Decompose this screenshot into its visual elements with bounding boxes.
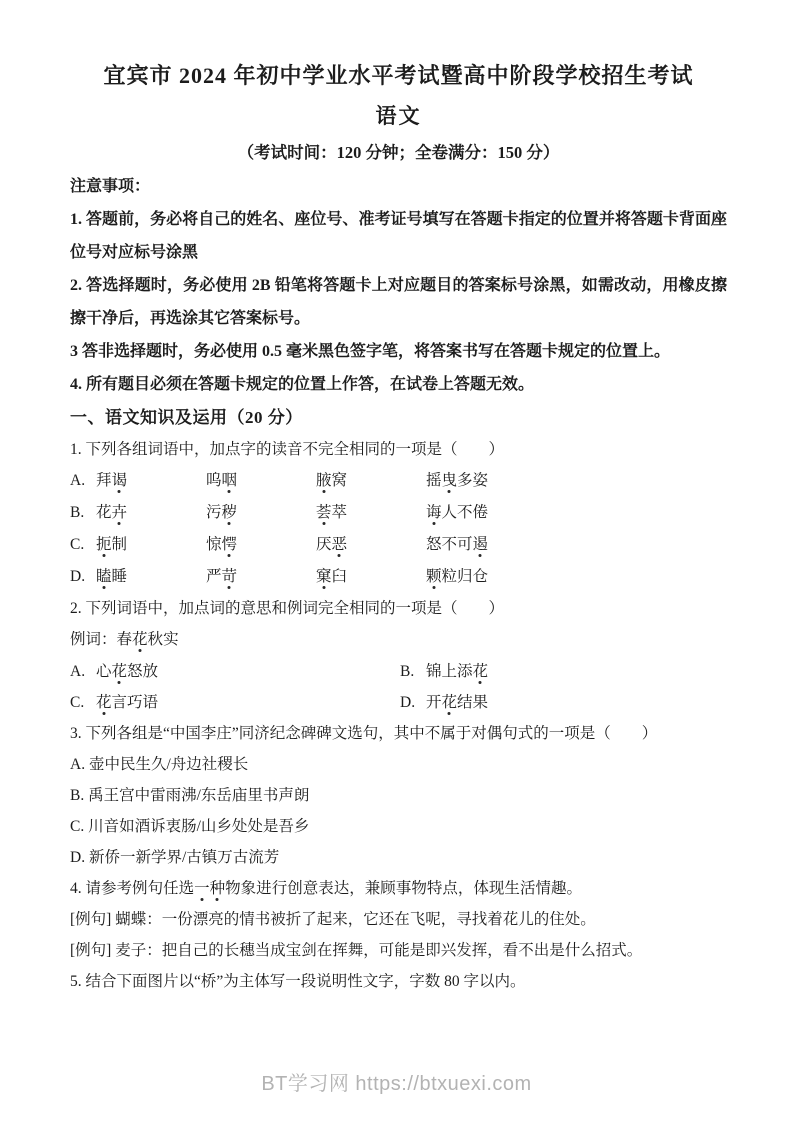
- notice-section: [70, 170, 727, 401]
- option-word: 花卉: [96, 504, 128, 521]
- question-1: [70, 434, 727, 593]
- notice-item-2: 2. 答选择题时，务必使用 2B 铅笔将答题卡上对应题目的答案标号涂黑，如需改动，用橡皮擦擦干净后，再选涂其它答案标号。: [70, 277, 727, 327]
- option-word: 腋窝: [316, 472, 348, 489]
- option-label: B.: [400, 663, 415, 680]
- question-4-example-2: [例句] 麦子：把自己的长穗当成宝剑在挥舞，可能是即兴发挥，看不出是什么招式。: [70, 942, 643, 959]
- option-word: 污秽: [206, 504, 238, 521]
- question-2-options-row-1: [70, 656, 727, 687]
- question-4-stem: 4. 请参考例句任选一种物象进行创意表达，兼顾事物特点，体现生活情趣。: [70, 880, 582, 897]
- option-word: 荟萃: [316, 504, 348, 521]
- question-5: [70, 966, 727, 1057]
- question-1-option-c: [70, 529, 727, 561]
- question-3-option-b: B. 禹王宫中雷雨沸/东岳庙里书声朗: [70, 787, 310, 804]
- option-word: 开花结果: [426, 694, 489, 711]
- question-2-options-row-2: [70, 687, 727, 718]
- question-1-stem: 1. 下列各组词语中，加点字的读音不完全相同的一项是（ ）: [70, 441, 505, 458]
- watermark: BT学习网 https://btxuexi.com: [261, 1073, 532, 1095]
- notice-item-1: 1. 答题前，务必将自己的姓名、座位号、准考证号填写在答题卡指定的位置并将答题卡背面座位号对应标号涂黑: [70, 211, 727, 261]
- question-1-option-a: [70, 465, 727, 497]
- option-word: 怒不可遏: [426, 536, 489, 553]
- option-label: D.: [70, 568, 86, 585]
- option-label: C.: [70, 694, 85, 711]
- option-word: 窠臼: [316, 568, 348, 585]
- option-label: D.: [400, 694, 416, 711]
- exam-title: 宜宾市 2024 年初中学业水平考试暨高中阶段学校招生考试: [103, 63, 694, 88]
- question-3-option-d: D. 新侨一新学界/古镇万古流芳: [70, 849, 280, 866]
- option-word: 心花怒放: [96, 663, 159, 680]
- question-1-option-b: [70, 497, 727, 529]
- option-label: A.: [70, 663, 86, 680]
- example-prefix: 例词：: [70, 631, 117, 648]
- option-word: 严苛: [206, 568, 238, 585]
- option-word: 呜咽: [206, 472, 238, 489]
- question-3-stem: 3. 下列各组是“中国李庄”同济纪念碑碑文选句，其中不属于对偶句式的一项是（ ）: [70, 725, 658, 742]
- question-2: [70, 593, 727, 718]
- option-word: 惊愕: [206, 536, 238, 553]
- option-label: B.: [70, 504, 85, 521]
- notice-item-4: 4. 所有题目必须在答题卡规定的位置上作答，在试卷上答题无效。: [70, 376, 535, 393]
- question-5-stem: 5. 结合下面图片以“桥”为主体写一段说明性文字，字数 80 字以内。: [70, 973, 526, 990]
- question-4: [70, 873, 727, 966]
- question-4-example-1: [例句] 蝴蝶：一份漂亮的情书被折了起来，它还在飞呢，寻找着花儿的住处。: [70, 911, 596, 928]
- option-word: 摇曳多姿: [426, 472, 489, 489]
- option-word: 锦上添花: [426, 663, 489, 680]
- exam-subject: 语文: [375, 104, 422, 128]
- question-3: [70, 718, 727, 873]
- option-label: A.: [70, 472, 86, 489]
- option-word: 诲人不倦: [426, 504, 489, 521]
- notice-heading: 注意事项：: [70, 178, 151, 195]
- question-1-option-d: [70, 561, 727, 593]
- option-word: 颗粒归仓: [426, 568, 489, 585]
- question-2-example: [70, 624, 727, 656]
- question-3-option-a: A. 壶中民生久/舟边社稷长: [70, 756, 249, 773]
- question-3-option-c: C. 川音如酒诉衷肠/山乡处处是吾乡: [70, 818, 310, 835]
- option-word: 扼制: [96, 536, 128, 553]
- question-2-stem: 2. 下列词语中，加点词的意思和例词完全相同的一项是（ ）: [70, 600, 505, 617]
- example-word: 春花秋实: [116, 631, 179, 648]
- option-label: C.: [70, 536, 85, 553]
- option-word: 花言巧语: [96, 694, 159, 711]
- option-word: 拜谒: [96, 472, 128, 489]
- exam-info: （考试时间：120 分钟；全卷满分：150 分）: [237, 143, 560, 162]
- option-word: 厌恶: [316, 536, 348, 553]
- option-word: 瞌睡: [96, 568, 128, 585]
- section-1-heading: 一、语文知识及运用（20 分）: [70, 408, 303, 427]
- bridge-image-placeholder: [70, 997, 727, 1057]
- notice-item-3: 3 答非选择题时，务必使用 0.5 毫米黑色签字笔，将答案书写在答题卡规定的位置上。: [70, 343, 671, 360]
